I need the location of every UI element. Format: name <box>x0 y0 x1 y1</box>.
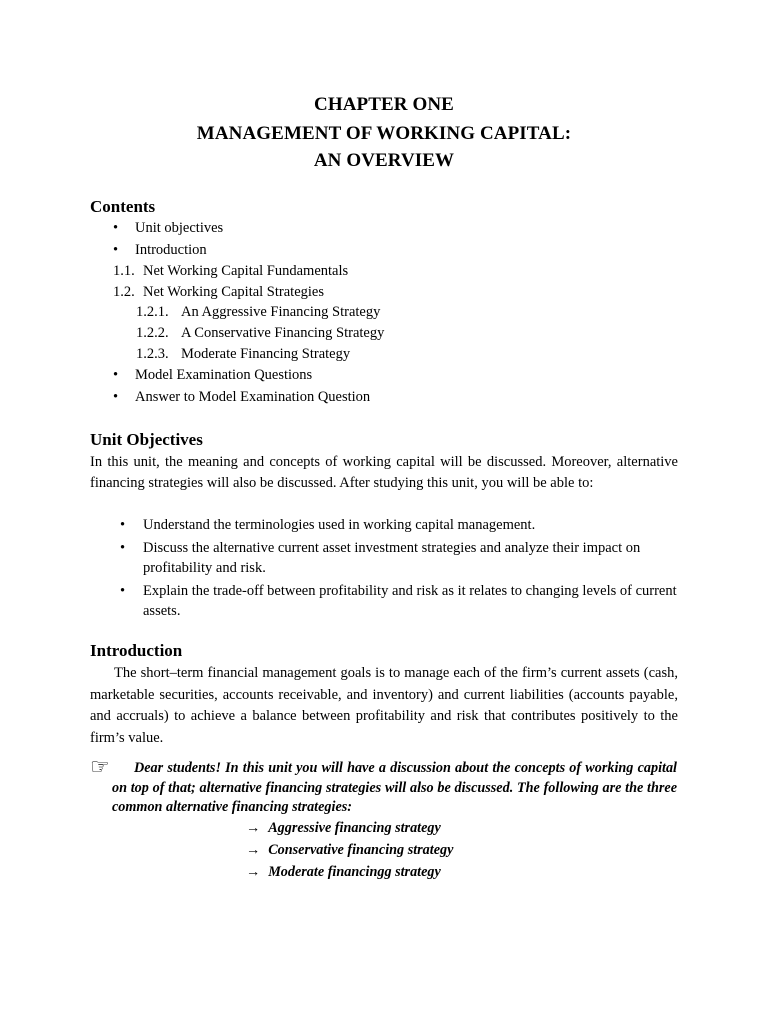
list-item <box>120 581 680 622</box>
strategy-text: Aggressive financing strategy <box>268 820 441 836</box>
strategy-item <box>246 864 441 881</box>
bullet-marker: • <box>113 367 119 383</box>
contents-item <box>113 220 224 237</box>
arrow-icon: → <box>246 842 261 858</box>
contents-item-text: An Aggressive Financing Strategy <box>181 304 381 320</box>
pointing-hand-icon: ☞ <box>90 754 110 779</box>
introduction-heading: Introduction <box>90 641 183 660</box>
section-number: 1.2.3. <box>136 346 169 362</box>
contents-item <box>113 389 371 406</box>
objectives-heading: Unit Objectives <box>90 430 203 449</box>
section-number: 1.2. <box>113 284 135 300</box>
strategy-item <box>246 842 453 859</box>
contents-item-text: Model Examination Questions <box>135 367 313 383</box>
objectives-paragraph: In this unit, the meaning and concepts of working capital will be discussed. Moreover, alternative financing strategies will also be discussed. After studying this unit, you will be able to: <box>90 454 678 491</box>
arrow-icon: → <box>246 820 261 836</box>
strategy-item <box>246 820 441 837</box>
introduction-paragraph: The short–term financial management goals is to manage each of the firm’s current assets (cash, marketable securities, accounts receivable, and inventory) and current liabilities (accounts payable, and accruals) to achieve a balance between profitability and risk that contributes positively to the firm’s value. <box>90 665 678 746</box>
contents-item-text: Net Working Capital Strategies <box>143 284 324 300</box>
bullet-marker: • <box>120 582 126 599</box>
chapter-number: CHAPTER ONE <box>314 94 454 115</box>
strategy-text: Conservative financing strategy <box>268 842 454 858</box>
contents-item-text: Unit objectives <box>135 220 224 236</box>
contents-item-text: Answer to Model Examination Question <box>135 389 371 405</box>
bullet-marker: • <box>113 220 119 236</box>
contents-item <box>136 346 351 363</box>
contents-item <box>113 263 349 280</box>
contents-item-text: Introduction <box>135 242 207 258</box>
contents-item-text: A Conservative Financing Strategy <box>181 325 385 341</box>
contents-item <box>136 325 385 342</box>
contents-heading: Contents <box>90 197 156 216</box>
section-number: 1.2.1. <box>136 304 169 320</box>
arrow-icon: → <box>246 864 261 880</box>
list-item-text: Understand the terminologies used in working capital management. <box>143 517 536 533</box>
chapter-title: MANAGEMENT OF WORKING CAPITAL: <box>196 123 572 144</box>
note-text: Dear students! In this unit you will have a discussion about the concepts of working capital on top of that; alternative financing strategies will also be discussed. The following are the three common alternative financing strategies: <box>112 760 677 815</box>
contents-item-text: Moderate Financing Strategy <box>181 346 351 362</box>
section-number: 1.1. <box>113 263 135 279</box>
chapter-subtitle: AN OVERVIEW <box>313 150 455 171</box>
contents-item <box>113 284 324 301</box>
bullet-marker: • <box>120 517 126 533</box>
contents-item-text: Net Working Capital Fundamentals <box>143 263 349 279</box>
contents-item <box>113 242 207 259</box>
list-item-text: Discuss the alternative current asset investment strategies and analyze their impact on profitability and risk. <box>143 539 641 576</box>
section-number: 1.2.2. <box>136 325 169 341</box>
bullet-marker: • <box>120 539 126 556</box>
objectives-list <box>120 515 680 622</box>
list-item <box>120 538 680 579</box>
list-item <box>120 515 680 536</box>
contents-item <box>113 367 313 384</box>
bullet-marker: • <box>113 242 119 258</box>
contents-item <box>136 304 381 321</box>
bullet-marker: • <box>113 389 119 405</box>
strategy-text: Moderate financingg strategy <box>268 864 441 880</box>
list-item-text: Explain the trade-off between profitability and risk as it relates to changing levels of current assets. <box>143 582 677 619</box>
